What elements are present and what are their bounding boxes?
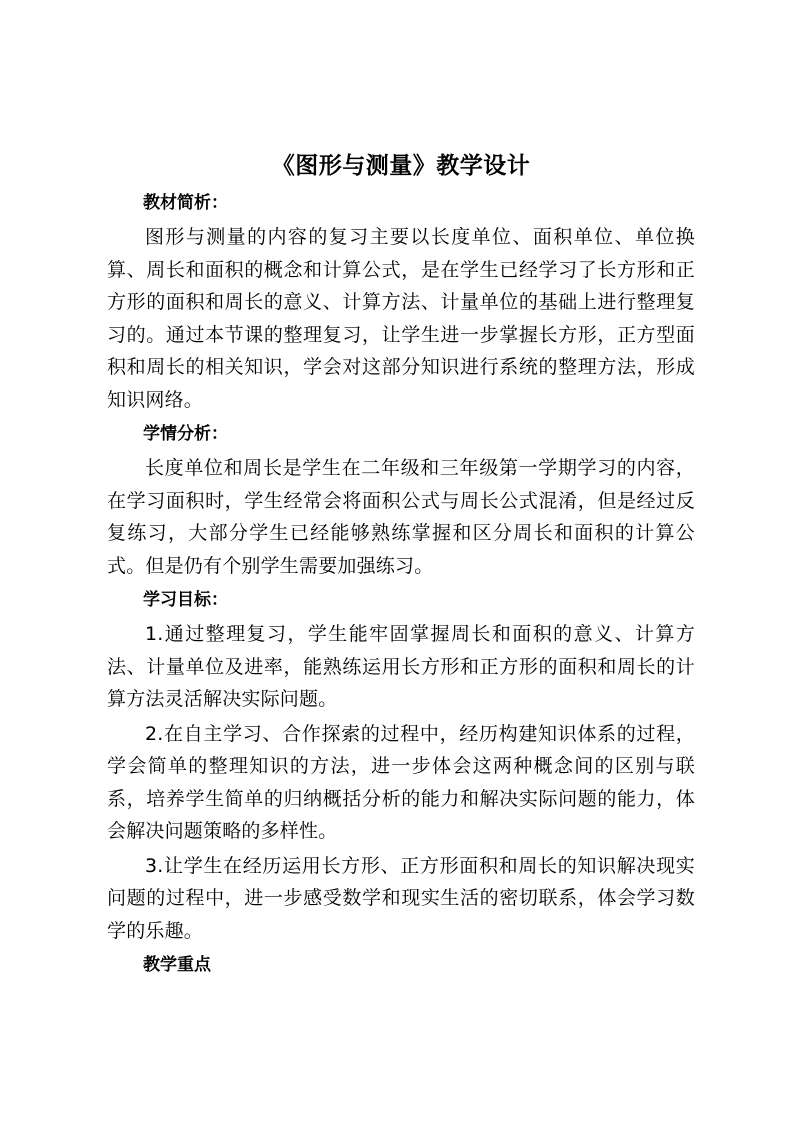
body-paragraph: 图形与测量的内容的复习主要以长度单位、面积单位、单位换算、周长和面积的概念和计算公式，是在学生已经学习了长方形和正方形的面积和周长的意义、计算方法、计量单位的基础上进行整理复习的。通过本节课的整理复习，让学生进一步掌握长方形，正方型面积和周长的相关知识，学会对这部分知识进行系统的整理方法，形成知识网络。	[107, 226, 695, 411]
section-textbook-analysis	[107, 187, 695, 416]
objective-paragraph: 2.在自主学习、合作探索的过程中，经历构建知识体系的过程，学会简单的整理知识的方法，进一步体会这两种概念间的区别与联系，培养学生简单的归纳概括分析的能力和解决实际问题的能力，体会解决问题策略的多样性。	[107, 722, 695, 842]
section-heading: 教材简析：	[143, 193, 228, 213]
document-title: 《图形与测量》教学设计	[271, 153, 531, 179]
section-learning-objectives	[107, 584, 695, 947]
section-heading: 学情分析：	[143, 424, 228, 444]
objective-paragraph: 3.让学生在经历运用长方形、正方形面积和周长的知识解决现实问题的过程中，进一步感受数学和现实生活的密切联系，体会学习数学的乐趣。	[107, 854, 695, 942]
document-page	[107, 150, 695, 983]
body-paragraph: 长度单位和周长是学生在二年级和三年级第一学期学习的内容，在学习面积时，学生经常会将面积公式与周长公式混淆，但是经过反复练习，大部分学生已经能够熟练掌握和区分周长和面积的计算公式。但是仍有个别学生需要加强练习。	[107, 457, 695, 577]
section-learner-analysis	[107, 418, 695, 582]
section-heading: 学习目标：	[143, 590, 228, 610]
section-teaching-focus	[107, 949, 695, 981]
section-heading: 教学重点	[143, 955, 211, 975]
objective-paragraph: 1.通过整理复习，学生能牢固掌握周长和面积的意义、计算方法、计量单位及进率，能熟练运用长方形和正方形的面积和周长的计算方法灵活解决实际问题。	[107, 623, 695, 710]
